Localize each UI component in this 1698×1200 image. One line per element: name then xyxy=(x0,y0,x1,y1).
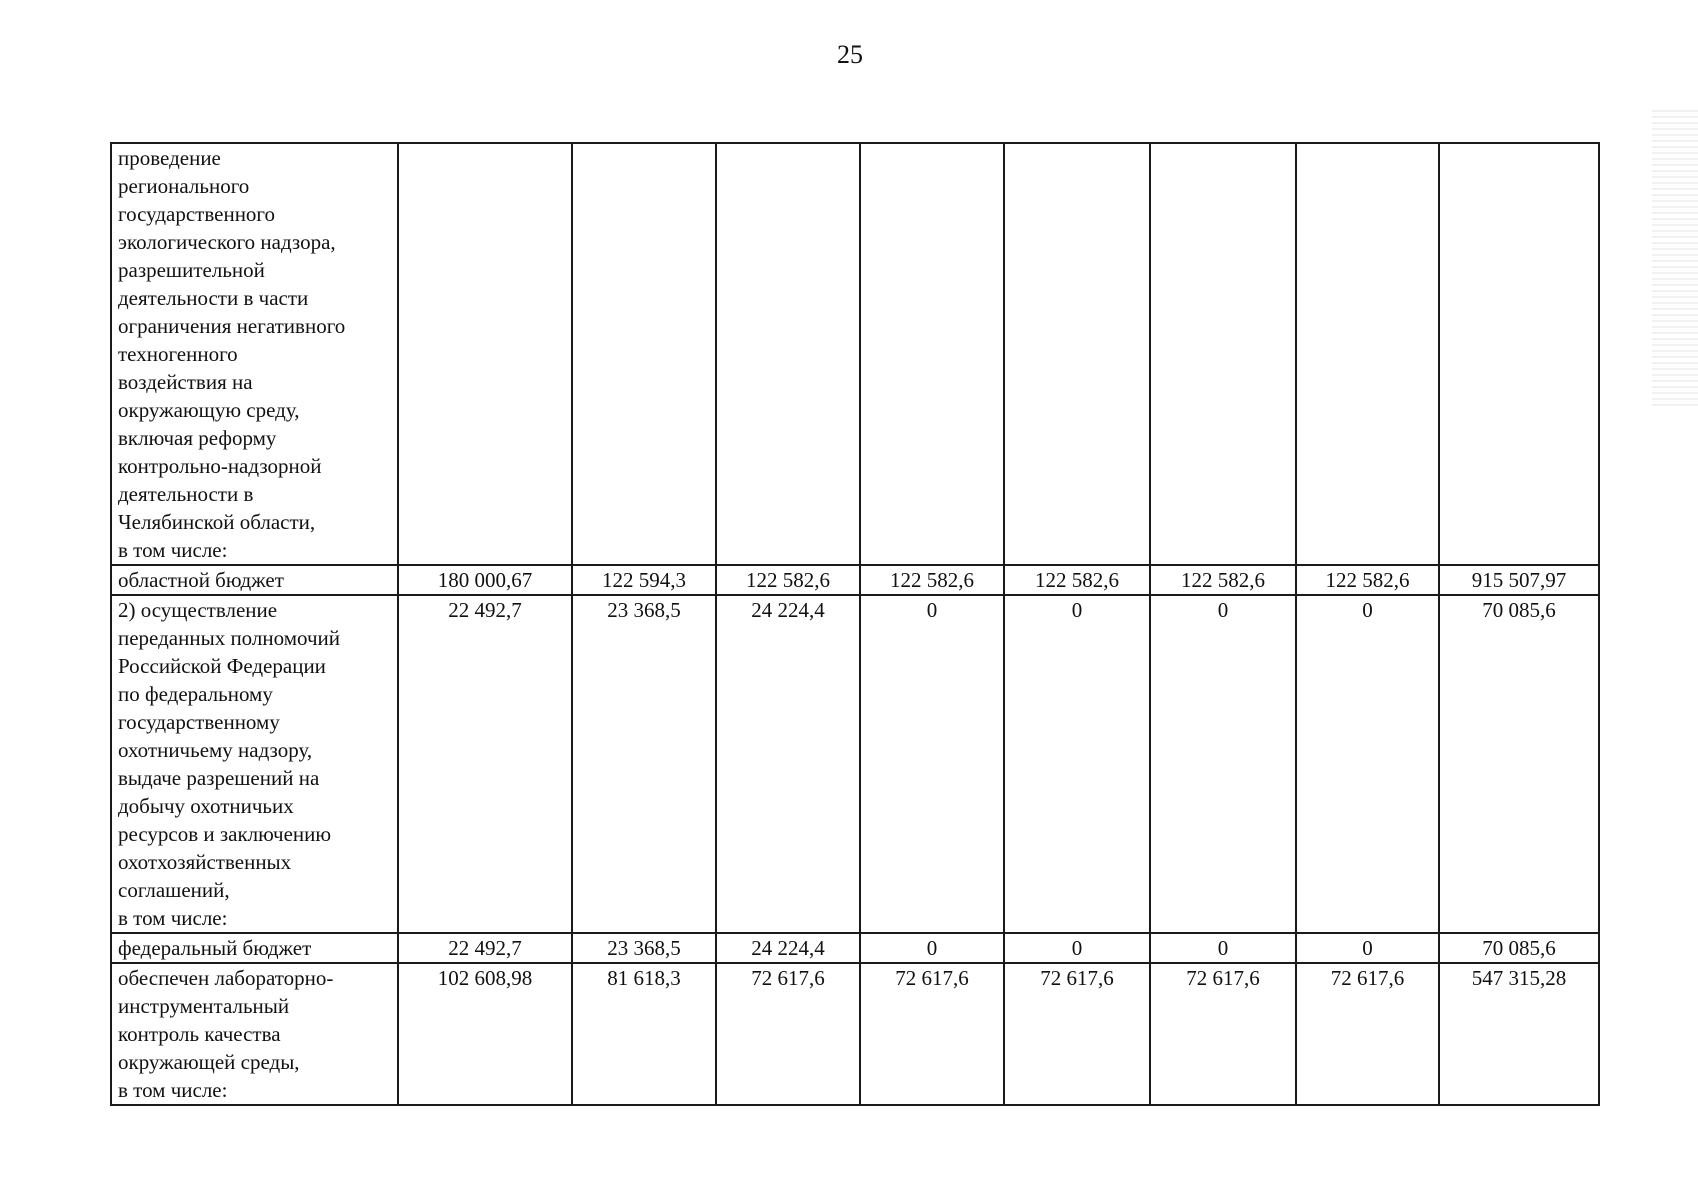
value-cell: 72 617,6 xyxy=(860,963,1004,1105)
value-cell: 122 582,6 xyxy=(860,565,1004,595)
label-line: включая реформу xyxy=(118,426,277,450)
value-cell xyxy=(1296,143,1439,565)
label-line: разрешительной xyxy=(118,258,265,282)
value-cell: 122 594,3 xyxy=(572,565,716,595)
value-cell xyxy=(572,143,716,565)
label-line: деятельности в xyxy=(118,482,254,506)
value-cell xyxy=(398,143,572,565)
label-line: областной бюджет xyxy=(118,568,284,592)
label-line: деятельности в части xyxy=(118,286,309,310)
value-cell: 72 617,6 xyxy=(1150,963,1296,1105)
table-row xyxy=(111,933,1599,963)
value-cell: 0 xyxy=(1296,595,1439,933)
value-cell: 23 368,5 xyxy=(572,595,716,933)
label-line: охотхозяйственных xyxy=(118,850,292,874)
label-line: в том числе: xyxy=(118,1078,228,1102)
value-cell: 72 617,6 xyxy=(1004,963,1150,1105)
row-label-cell xyxy=(111,963,398,1105)
label-line: в том числе: xyxy=(118,538,228,562)
value-cell: 0 xyxy=(1004,595,1150,933)
table-row xyxy=(111,595,1599,933)
table-row xyxy=(111,565,1599,595)
label-line: Челябинской области, xyxy=(118,510,316,534)
value-cell xyxy=(1004,143,1150,565)
value-cell: 22 492,7 xyxy=(398,595,572,933)
value-cell: 70 085,6 xyxy=(1439,595,1599,933)
value-cell: 180 000,67 xyxy=(398,565,572,595)
label-line: обеспечен лабораторно- xyxy=(118,966,334,990)
value-cell: 102 608,98 xyxy=(398,963,572,1105)
value-cell: 0 xyxy=(1150,933,1296,963)
label-line: контрольно-надзорной xyxy=(118,454,322,478)
value-cell: 0 xyxy=(860,933,1004,963)
label-line: ресурсов и заключению xyxy=(118,822,332,846)
label-line: выдаче разрешений на xyxy=(118,766,320,790)
value-cell: 0 xyxy=(1296,933,1439,963)
value-cell: 72 617,6 xyxy=(1296,963,1439,1105)
label-line: государственному xyxy=(118,710,280,734)
table-row xyxy=(111,963,1599,1105)
budget-table xyxy=(110,142,1600,1106)
value-cell xyxy=(1150,143,1296,565)
label-line: окружающей среды, xyxy=(118,1050,300,1074)
table-row xyxy=(111,143,1599,565)
label-line: регионального xyxy=(118,174,250,198)
label-line: по федеральному xyxy=(118,682,273,706)
value-cell: 122 582,6 xyxy=(716,565,860,595)
value-cell: 122 582,6 xyxy=(1296,565,1439,595)
scan-edge-artifact xyxy=(1652,110,1698,410)
label-line: переданных полномочий xyxy=(118,626,341,650)
value-cell: 0 xyxy=(860,595,1004,933)
value-cell: 72 617,6 xyxy=(716,963,860,1105)
value-cell xyxy=(716,143,860,565)
value-cell: 0 xyxy=(1150,595,1296,933)
label-line: экологического надзора, xyxy=(118,230,336,254)
label-line: соглашений, xyxy=(118,878,230,902)
value-cell: 122 582,6 xyxy=(1004,565,1150,595)
label-line: техногенного xyxy=(118,342,238,366)
label-line: окружающую среду, xyxy=(118,398,300,422)
label-line: проведение xyxy=(118,146,221,170)
label-line: инструментальный xyxy=(118,994,290,1018)
label-line: контроль качества xyxy=(118,1022,281,1046)
value-cell: 22 492,7 xyxy=(398,933,572,963)
value-cell: 547 315,28 xyxy=(1439,963,1599,1105)
row-label-cell xyxy=(111,933,398,963)
value-cell: 24 224,4 xyxy=(716,933,860,963)
label-line: ограничения негативного xyxy=(118,314,346,338)
label-line: 2) осуществление xyxy=(118,598,278,622)
label-line: в том числе: xyxy=(118,906,228,930)
label-line: добычу охотничьих xyxy=(118,794,294,818)
label-line: Российской Федерации xyxy=(118,654,326,678)
value-cell: 24 224,4 xyxy=(716,595,860,933)
value-cell: 81 618,3 xyxy=(572,963,716,1105)
label-line: воздействия на xyxy=(118,370,253,394)
value-cell: 0 xyxy=(1004,933,1150,963)
label-line: федеральный бюджет xyxy=(118,936,312,960)
value-cell: 23 368,5 xyxy=(572,933,716,963)
value-cell: 915 507,97 xyxy=(1439,565,1599,595)
label-line: охотничьему надзору, xyxy=(118,738,313,762)
value-cell: 70 085,6 xyxy=(1439,933,1599,963)
row-label-cell xyxy=(111,595,398,933)
value-cell: 122 582,6 xyxy=(1150,565,1296,595)
value-cell xyxy=(1439,143,1599,565)
value-cell xyxy=(860,143,1004,565)
row-label-cell xyxy=(111,143,398,565)
page-number: 25 xyxy=(837,40,863,69)
row-label-cell xyxy=(111,565,398,595)
label-line: государственного xyxy=(118,202,276,226)
